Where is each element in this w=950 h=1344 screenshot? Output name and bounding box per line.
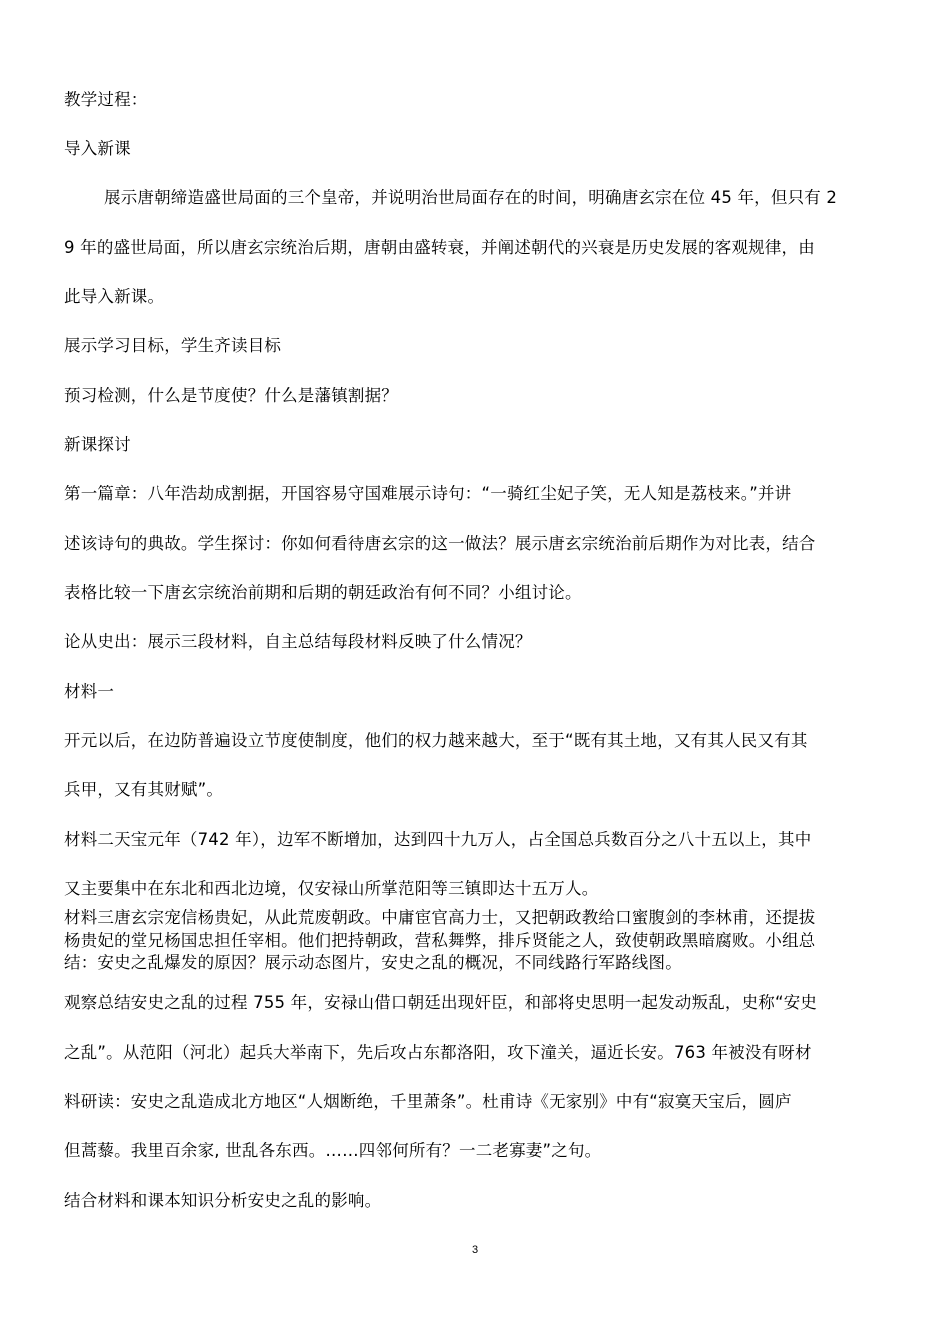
- text-line: 但蒿藜。我里百余家, 世乱各东西。……四邻何所有？一二老寡妻”之句。: [64, 1141, 602, 1160]
- text-line: 展示唐朝缔造盛世局面的三个皇帝，并说明治世局面存在的时间，明确唐玄宗在位 45 年，但只有 2: [104, 188, 838, 207]
- text-line: 又主要集中在东北和西北边境，仅安禄山所掌范阳等三镇即达十五万人。: [64, 879, 599, 898]
- text-line: 第一篇章：八年浩劫成割据，开国容易守国难展示诗句：“一骑红尘妃子笑，无人知是荔枝来。”并讲: [64, 484, 792, 503]
- text-line: 新课探讨: [64, 435, 131, 454]
- text-line: 此导入新课。: [64, 287, 165, 306]
- text-line: 材料三唐玄宗宠信杨贵妃，从此荒废朝政。中庸宦官高力士，又把朝政教给口蜜腹剑的李林甫，还提拔: [64, 908, 816, 927]
- text-line: 9 年的盛世局面，所以唐玄宗统治后期，唐朝由盛转衰，并阐述朝代的兴衰是历史发展的客观规律，由: [64, 238, 815, 257]
- text-line: 表格比较一下唐玄宗统治前期和后期的朝廷政治有何不同？小组讨论。: [64, 583, 582, 602]
- text-line: 结：安史之乱爆发的原因？展示动态图片，安史之乱的概况，不同线路行军路线图。: [64, 953, 682, 972]
- text-line: 杨贵妃的堂兄杨国忠担任宰相。他们把持朝政，营私舞弊，排斥贤能之人，致使朝政黑暗腐败。小组总: [64, 931, 816, 950]
- text-line: 之乱”。从范阳（河北）起兵大举南下，先后攻占东都洛阳，攻下潼关，逼近长安。763 年被没有呀材: [64, 1043, 812, 1062]
- text-line: 材料一: [64, 682, 115, 701]
- text-line: 观察总结安史之乱的过程 755 年，安禄山借口朝廷出现奸臣，和部将史思明一起发动叛乱，史称“安史: [64, 993, 818, 1012]
- text-line: 开元以后，在边防普遍设立节度使制度，他们的权力越来越大，至于“既有其土地，又有其人民又有其: [64, 731, 808, 750]
- text-line: 预习检测，什么是节度使？什么是藩镇割据？: [64, 386, 398, 405]
- text-line: 材料二天宝元年（742 年），边军不断增加，达到四十九万人，占全国总兵数百分之八十五以上，其中: [64, 830, 812, 849]
- text-line: 导入新课: [64, 139, 131, 158]
- text-line: 论从史出：展示三段材料，自主总结每段材料反映了什么情况？: [64, 632, 532, 651]
- text-line: 展示学习目标，学生齐读目标: [64, 336, 282, 355]
- text-line: 兵甲，又有其财赋”。: [64, 780, 224, 799]
- text-line: 结合材料和课本知识分析安史之乱的影响。: [64, 1191, 382, 1210]
- text-line: 料研读：安史之乱造成北方地区“人烟断绝，千里萧条”。杜甫诗《无家别》中有“寂寞天宝后，圆庐: [64, 1092, 792, 1111]
- text-line: 教学过程：: [64, 90, 148, 109]
- text-line: 述该诗句的典故。学生探讨：你如何看待唐玄宗的这一做法？展示唐玄宗统治前后期作为对比表，结合: [64, 534, 816, 553]
- page-number: 3: [471, 1244, 479, 1256]
